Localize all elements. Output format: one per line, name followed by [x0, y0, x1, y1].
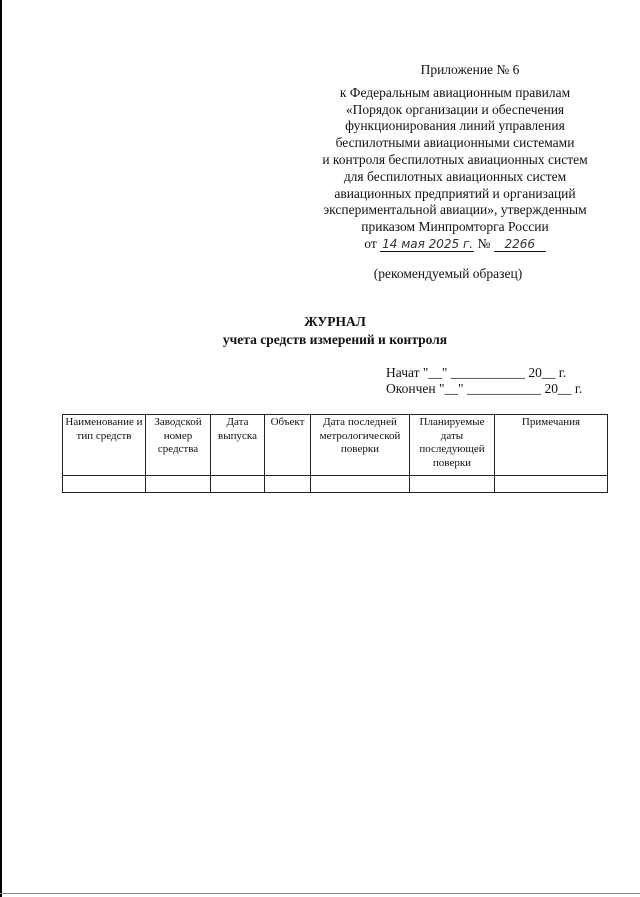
journal-dates: [386, 365, 611, 397]
scan-edge-bottom: [0, 893, 640, 894]
started-date-line: Начат "__" ___________ 20__ г.: [386, 365, 567, 380]
number-sign: №: [477, 235, 491, 251]
journal-table: [62, 414, 608, 493]
table-cell[interactable]: [410, 476, 495, 493]
handwritten-number: 2266: [494, 237, 546, 252]
appendix-line-3: функционирования линий управления: [345, 118, 565, 134]
col-header-serial-number: Заводской номер средства: [146, 415, 211, 476]
appendix-line-4: беспилотными авиационными системами: [335, 135, 575, 151]
table-cell[interactable]: [265, 476, 311, 493]
col-header-last-verification: Дата последней метрологической поверки: [311, 415, 410, 476]
col-header-object: Объект: [265, 415, 311, 476]
journal-title-sub: учета средств измерений и контроля: [222, 332, 448, 347]
appendix-number: Приложение № 6: [420, 62, 520, 77]
col-header-planned-verification: Планируемые даты последующей поверки: [410, 415, 495, 476]
scan-edge: [0, 0, 2, 897]
appendix-line-6: для беспилотных авиационных систем: [343, 168, 567, 184]
appendix-line-2: «Порядок организации и обеспечения: [345, 101, 565, 117]
appendix-line-1: к Федеральным авиационным правилам: [339, 84, 571, 100]
col-header-issue-date: Дата выпуска: [211, 415, 265, 476]
appendix-line-5: и контроля беспилотных авиационных систем: [322, 151, 588, 167]
appendix-line-7: авиационных предприятий и организаций: [334, 185, 576, 201]
journal-title-main: ЖУРНАЛ: [304, 314, 366, 329]
from-prefix: от: [364, 235, 377, 251]
table-cell[interactable]: [63, 476, 146, 493]
finished-date-line: Окончен "__" ___________ 20__ г.: [386, 381, 583, 396]
appendix-line-8: экспериментальной авиации», утвержденным: [323, 202, 587, 218]
appendix-line-9: приказом Минпромторга России: [361, 219, 549, 235]
table-row: [63, 476, 608, 493]
appendix-block: [278, 62, 632, 253]
table-cell[interactable]: [146, 476, 211, 493]
col-header-notes: Примечания: [495, 415, 608, 476]
handwritten-date: 14 мая 2025 г.: [382, 236, 474, 251]
table-cell[interactable]: [311, 476, 410, 493]
recommended-sample-note: (рекомендуемый образец): [373, 266, 523, 281]
table-cell[interactable]: [495, 476, 608, 493]
table-cell[interactable]: [211, 476, 265, 493]
table-header-row: [63, 415, 608, 476]
journal-title: [150, 313, 520, 349]
order-date-line: [278, 236, 632, 253]
col-header-name-type: Наименование и тип средств: [63, 415, 146, 476]
